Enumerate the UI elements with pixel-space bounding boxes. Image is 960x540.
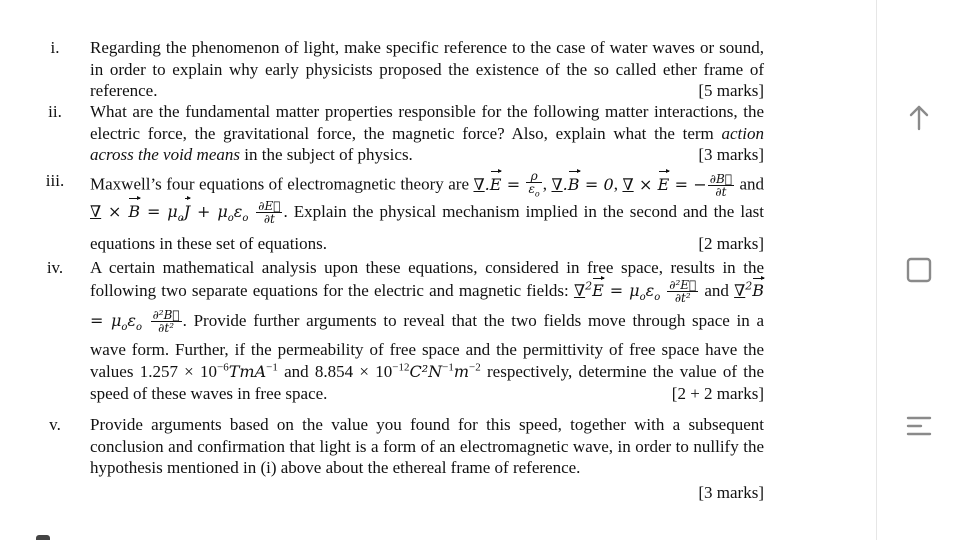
question-number: ii. bbox=[48, 102, 62, 121]
permittivity-unit-exponent: −1 bbox=[442, 361, 454, 374]
gauss-magnetism-equation: ∇.B = 0 bbox=[551, 175, 613, 194]
conjunction-and: and bbox=[704, 281, 729, 300]
permittivity-unit: C²N bbox=[409, 362, 443, 382]
home-button[interactable] bbox=[899, 404, 939, 444]
magnetic-wave-equation: $\nabla^2B = \mu_o\varepsilon_o$ $\frac{\text{∂²B⃗}}{\text{∂t²}}$ bbox=[90, 279, 765, 336]
recent-apps-button[interactable] bbox=[899, 250, 939, 290]
question-ii-text-a: What are the fundamental matter properties responsible for the following matter interactions, the electric force, the gravitational force, the magnetic force? Also, explain what the term bbox=[90, 102, 764, 143]
question-number: iii. bbox=[45, 171, 65, 190]
permeability-unit: TmA bbox=[228, 362, 267, 382]
permittivity-unit-meter-exponent: −2 bbox=[469, 361, 481, 374]
question-number: i. bbox=[50, 38, 60, 57]
question-v-text: Provide arguments based on the value you found for this speed, together with a subsequent conclusion and confirmation that light is a form of an electromagnetic wave, in order to nullify the hypothesis mentioned in (i) above about the ethereal frame of reference. bbox=[90, 415, 764, 477]
question-text bbox=[90, 37, 764, 102]
navigation-bar bbox=[876, 0, 960, 540]
question-number: iv. bbox=[46, 258, 64, 277]
question-text bbox=[90, 257, 764, 405]
question-ii-text-b: in the subject of physics. bbox=[240, 145, 413, 164]
conjunction-and: and bbox=[739, 174, 765, 194]
question-iii-explain: . Explain the physical mechanism implied in the second and the last equations in these set of equations. bbox=[90, 202, 765, 253]
permittivity-unit-meter: m bbox=[453, 362, 470, 382]
permeability-unit-exponent: −1 bbox=[266, 361, 278, 374]
question-text: Maxwell’s four equations of electromagnetic theory are ∇.E = $\frac{\rho}{\varepsilon_o}$ , ∇.B = 0, ∇ × E = − $\frac{\partial B⃗}{\partial t}$ and ∇ × $B = \mu_oJ + \mu_o\varepsilon_o$ $\frac{\partial E⃗}{\partial t}$ . Explain the physical mechanism implied in the second and the last equations in these set of equations. [2 marks] bbox=[90, 170, 764, 256]
gauss-law-equation: ∇.E = $\frac{\rho}{\varepsilon_o}$ bbox=[473, 169, 540, 199]
permittivity-mantissa: 8.854 × 10 bbox=[314, 362, 393, 382]
ampere-maxwell-equation: ∇ × $B = \mu_oJ + \mu_o\varepsilon_o$ $\frac{\partial E⃗}{\partial t}$ bbox=[90, 199, 281, 227]
permeability-mantissa: 1.257 × 10 bbox=[139, 362, 218, 382]
conjunction-and: and bbox=[284, 362, 309, 382]
back-arrow-icon bbox=[899, 97, 939, 137]
maxwell-intro: Maxwell’s four equations of electromagnetic theory are bbox=[90, 174, 469, 194]
back-button[interactable] bbox=[899, 97, 939, 137]
marks-label: [3 marks] bbox=[698, 482, 764, 502]
faraday-law-equation: ∇ × E = − $\frac{\partial B⃗}{\partial t}$ bbox=[622, 171, 733, 199]
recent-apps-icon bbox=[899, 250, 939, 290]
question-text bbox=[90, 101, 764, 166]
marks-label: [5 marks] bbox=[698, 81, 764, 100]
marks-label: [2 + 2 marks] bbox=[671, 384, 764, 404]
question-iv-text-a: A certain mathematical analysis upon these equations, considered in free space, results in the following two separate equations for the electric and magnetic fields: bbox=[90, 258, 764, 300]
permittivity-value bbox=[315, 362, 481, 381]
question-iv-text-c: respectively, determine the value of the speed of these waves in free space. bbox=[90, 362, 764, 404]
permeability-exponent: −6 bbox=[217, 361, 229, 374]
italic-term: action across the void means bbox=[90, 123, 764, 164]
marks-label: [2 marks] bbox=[698, 233, 764, 253]
electric-wave-equation: $\nabla^2E = \mu_o\varepsilon_o$ $\frac{\text{∂²E⃗}}{\text{∂t²}}$ bbox=[573, 278, 697, 305]
page-scroll-indicator bbox=[36, 535, 50, 540]
permeability-value bbox=[140, 362, 278, 381]
marks-label: [3 marks] bbox=[698, 145, 764, 164]
question-text bbox=[90, 414, 764, 503]
home-split-icon bbox=[899, 404, 939, 444]
question-iv-text-b: . Provide further arguments to reveal that the two fields move through space in a wave form. Further, if the permeability of free space and the permittivity of free space have the values bbox=[90, 311, 764, 382]
permittivity-exponent: −12 bbox=[392, 361, 410, 374]
question-i-text: Regarding the phenomenon of light, make specific reference to the case of water waves or sound, in order to explain why early physicists proposed the existence of the so called ether frame of reference. bbox=[90, 38, 764, 100]
question-number: v. bbox=[49, 415, 61, 434]
